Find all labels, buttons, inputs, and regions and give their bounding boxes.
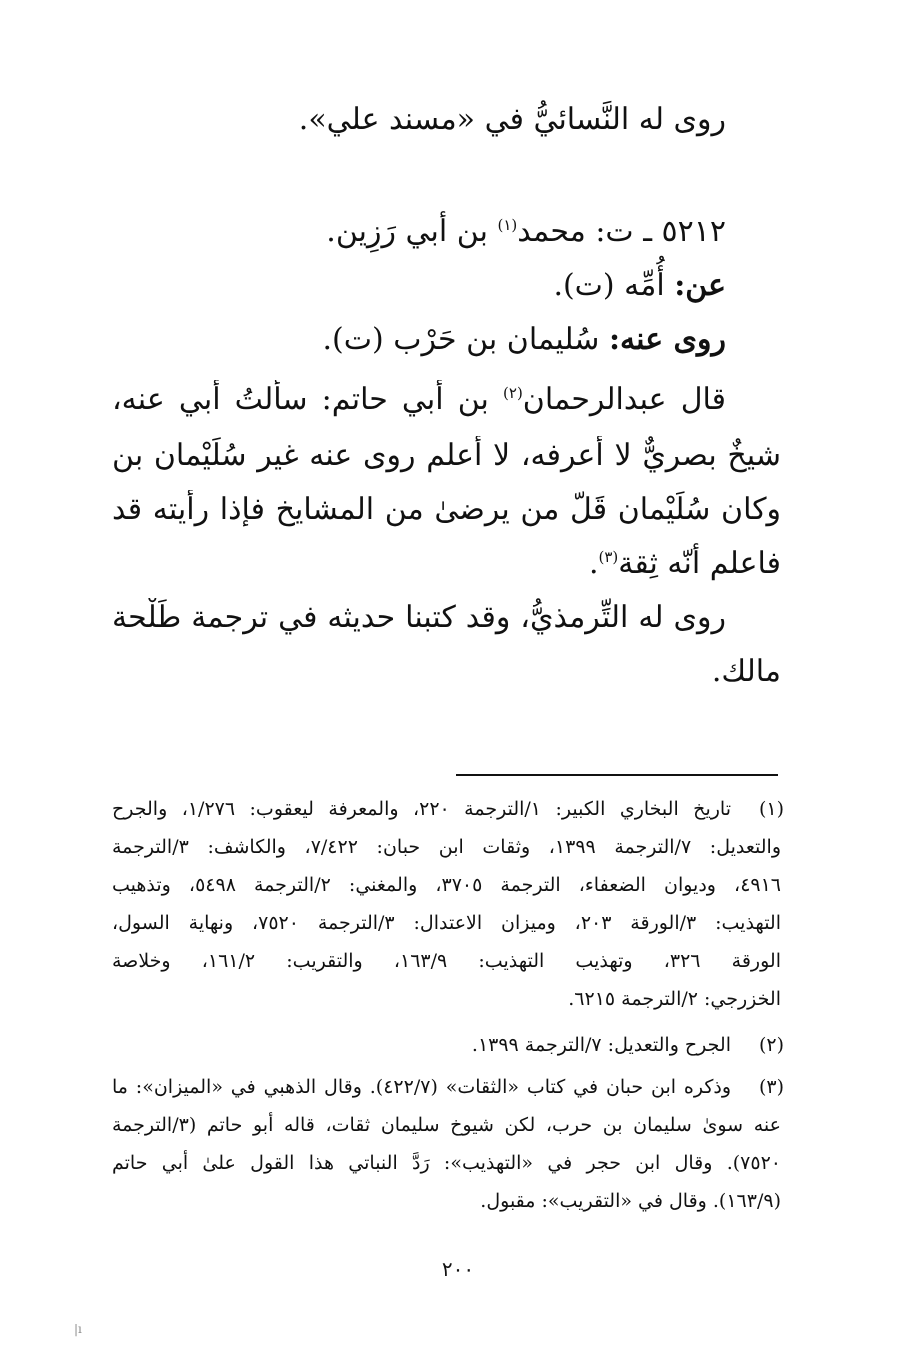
footnote-3-line-2: عنه سوىٰ سليمان بن حرب، لكن شيوخ سليمان ثقات، قاله أبو حاتم (٣/الترجمة [112,1114,781,1136]
footnote-separator [456,774,778,776]
footnote-number-3: (٣) [758,1076,784,1098]
main-text: روى له التِّرمذيُّ، وقد كتبنا حديثه في ترجمة طَلْحة [112,600,726,635]
main-line-7 [112,490,781,530]
main-line-9 [112,598,726,638]
footnote-number-1: (١) [758,798,784,820]
main-text: قال عبدالرحمان [522,382,726,417]
main-line-10 [712,652,781,692]
narrated-by-text: سُليمان بن حَرْب (ت). [322,322,609,357]
scan-mark-icon: ı| [74,1322,82,1336]
entry-name-rest: بن أبي رَزِين. [326,214,498,249]
main-text: . [588,546,599,581]
main-line-1 [299,100,726,140]
footnote-2-line-1: الجرح والتعديل: ٧/الترجمة ١٣٩٩. [471,1034,731,1056]
footnote-3-line-1: وذكره ابن حبان في كتاب «الثقات» (٤٢٢/٧). وقال الذهبي في «الميزان»: ما [112,1076,731,1098]
narrated-by-line [322,320,726,360]
main-text: فاعلم أنّه ثِقة [618,546,781,581]
footnote-3-line-3: ٧٥٢٠). وقال ابن حجر في «التهذيب»: رَدَّ النباتي هذا القول علىٰ أبي حاتم [112,1152,781,1174]
footnote-1-line-3: ٤٩١٦، وديوان الضعفاء، الترجمة ٣٧٠٥، والمغني: ٢/الترجمة ٥٤٩٨، وتذهيب [112,874,781,896]
main-line-5 [112,380,726,420]
footnote-1-line-1: تاريخ البخاري الكبير: ١/الترجمة ٢٢٠، والمعرفة ليعقوب: ١/٢٧٦، والجرح [112,798,731,820]
main-line-8 [589,544,781,584]
footnote-ref-1[interactable]: (١) [497,216,518,234]
main-text: وكان سُلَيْمان قَلّ من يرضىٰ من المشايخ فإذا رأيته قد [112,492,781,527]
footnote-1-line-5: الورقة ٣٢٦، وتهذيب التهذيب: ١٦٣/٩، والتقريب: ١٦١/٢، وخلاصة [112,950,781,972]
entry-heading [326,212,726,252]
main-line-6 [112,436,781,476]
footnote-3-line-4: (١٦٣/٩). وقال في «التقريب»: مقبول. [480,1190,781,1212]
page-number: ٢٠٠ [441,1257,475,1281]
main-text: بن أبي حاتم: سألتُ أبي عنه، [112,382,489,417]
main-text: شيخٌ بصريٌّ لا أعرفه، لا أعلم روى عنه غير سُلَيْمان بن [112,438,781,473]
narrated-from-text: أُمِّه (ت). [553,268,675,303]
main-text: مالك. [711,654,781,689]
footnote-1-line-6: الخزرجي: ٢/الترجمة ٦٢١٥. [568,988,781,1010]
footnote-ref-2[interactable]: (٢) [503,384,523,402]
footnote-number-2: (٢) [758,1034,784,1056]
main-text: روى له النَّسائيُّ في «مسند علي». [298,102,726,137]
narrated-from-label: عن: [674,268,726,303]
footnote-1-line-4: التهذيب: ٣/الورقة ٢٠٣، وميزان الاعتدال: ٣/الترجمة ٧٥٢٠، ونهاية السول، [112,912,781,934]
footnote-1-line-2: والتعديل: ٧/الترجمة ١٣٩٩، وثقات ابن حبان: ٧/٤٢٢، والكاشف: ٣/الترجمة [112,836,781,858]
entry-number-name: ٥٢١٢ ـ ت: محمد [517,214,726,249]
footnote-ref-3[interactable]: (٣) [598,548,619,566]
narrated-from-line [553,266,726,306]
narrated-by-label: روى عنه: [608,322,726,357]
